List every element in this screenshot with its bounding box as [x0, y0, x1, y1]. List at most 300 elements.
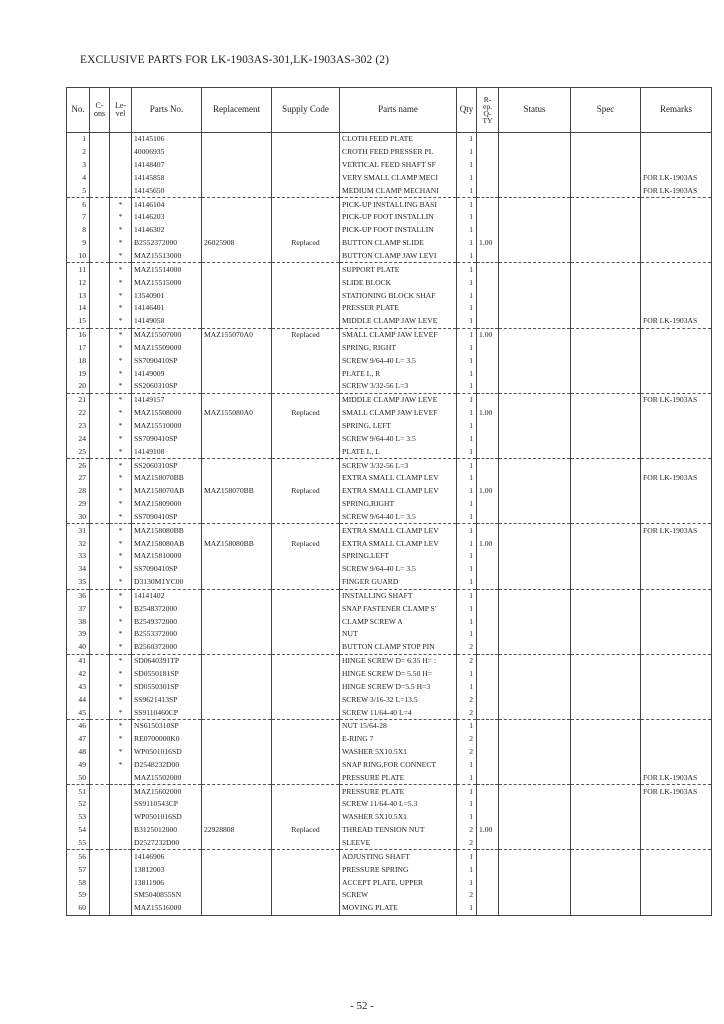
cell-rep-qty [477, 289, 499, 302]
cell-spec [571, 276, 641, 289]
table-row [67, 498, 712, 511]
cell-qty: 1 [457, 289, 477, 302]
cell-parts-no: SS7090410SP [132, 432, 202, 445]
cell-replacement [202, 733, 272, 746]
cell-rep-qty [477, 550, 499, 563]
cell-level: * [110, 693, 132, 706]
cell-rep-qty [477, 445, 499, 458]
cell-parts-name: SUPPORT PLATE [340, 263, 457, 276]
cell-supply-code [272, 706, 340, 719]
cell-no: 22 [67, 407, 90, 420]
cell-supply-code [272, 668, 340, 681]
cell-cons [90, 876, 110, 889]
cell-supply-code [272, 693, 340, 706]
cell-no: 13 [67, 289, 90, 302]
cell-spec [571, 837, 641, 850]
cell-spec [571, 172, 641, 185]
cell-parts-no: RE0700000K0 [132, 733, 202, 746]
cell-parts-name: BUTTON CLAMP STOP PIN [340, 641, 457, 654]
cell-cons [90, 811, 110, 824]
parts-table-body [67, 133, 712, 916]
cell-parts-name: NUT [340, 628, 457, 641]
cell-qty: 1 [457, 628, 477, 641]
cell-parts-no: MAZ15515000 [132, 276, 202, 289]
cell-qty: 1 [457, 472, 477, 485]
table-row [67, 641, 712, 654]
cell-status [499, 733, 571, 746]
cell-qty: 2 [457, 693, 477, 706]
cell-parts-name: ACCEPT PLATE, UPPER [340, 876, 457, 889]
table-row [67, 315, 712, 328]
table-row [67, 237, 712, 250]
cell-level: * [110, 537, 132, 550]
cell-status [499, 628, 571, 641]
cell-cons [90, 824, 110, 837]
cell-supply-code [272, 276, 340, 289]
cell-parts-name: SPRING, LEFT [340, 420, 457, 433]
table-row [67, 733, 712, 746]
cell-cons [90, 276, 110, 289]
cell-no: 45 [67, 706, 90, 719]
cell-remarks [641, 850, 712, 863]
table-row [67, 342, 712, 355]
cell-remarks [641, 602, 712, 615]
cell-no: 11 [67, 263, 90, 276]
cell-remarks [641, 811, 712, 824]
cell-level: * [110, 550, 132, 563]
cell-status [499, 693, 571, 706]
cell-level [110, 798, 132, 811]
cell-parts-name: CLAMP SCREW A [340, 615, 457, 628]
cell-replacement: 26025908 [202, 237, 272, 250]
cell-remarks [641, 563, 712, 576]
table-row [67, 289, 712, 302]
cell-supply-code [272, 811, 340, 824]
header-level: Le- vel [110, 88, 132, 133]
cell-cons [90, 902, 110, 915]
cell-supply-code: Replaced [272, 237, 340, 250]
cell-status [499, 863, 571, 876]
cell-replacement [202, 654, 272, 667]
cell-spec [571, 785, 641, 798]
cell-remarks [641, 159, 712, 172]
cell-no: 26 [67, 459, 90, 472]
cell-replacement [202, 263, 272, 276]
cell-supply-code [272, 367, 340, 380]
cell-supply-code [272, 680, 340, 693]
cell-status [499, 811, 571, 824]
cell-no: 21 [67, 393, 90, 406]
table-row [67, 602, 712, 615]
cell-level: * [110, 472, 132, 485]
cell-replacement [202, 354, 272, 367]
cell-cons [90, 459, 110, 472]
table-row [67, 863, 712, 876]
cell-no: 30 [67, 510, 90, 523]
table-row [67, 459, 712, 472]
cell-replacement [202, 159, 272, 172]
cell-parts-no: 14145858 [132, 172, 202, 185]
cell-cons [90, 771, 110, 784]
table-row [67, 133, 712, 146]
cell-replacement: MAZ158080BB [202, 537, 272, 550]
cell-remarks [641, 706, 712, 719]
cell-level: * [110, 706, 132, 719]
cell-no: 5 [67, 184, 90, 197]
cell-cons [90, 432, 110, 445]
cell-cons [90, 576, 110, 589]
cell-parts-name: PICK-UP FOOT INSTALLIN [340, 211, 457, 224]
cell-parts-no: MAZ15507000 [132, 328, 202, 341]
cell-rep-qty [477, 211, 499, 224]
cell-level [110, 876, 132, 889]
parts-table [66, 87, 712, 916]
cell-replacement [202, 680, 272, 693]
cell-level: * [110, 680, 132, 693]
table-row [67, 224, 712, 237]
cell-level: * [110, 563, 132, 576]
cell-status [499, 759, 571, 772]
cell-no: 50 [67, 771, 90, 784]
cell-remarks [641, 668, 712, 681]
cell-status [499, 615, 571, 628]
cell-no: 56 [67, 850, 90, 863]
cell-remarks [641, 628, 712, 641]
cell-level: * [110, 420, 132, 433]
cell-remarks [641, 445, 712, 458]
cell-remarks [641, 654, 712, 667]
table-row [67, 628, 712, 641]
table-row [67, 432, 712, 445]
table-row [67, 824, 712, 837]
cell-replacement [202, 850, 272, 863]
cell-level: * [110, 380, 132, 393]
cell-supply-code [272, 889, 340, 902]
cell-rep-qty [477, 719, 499, 732]
cell-spec [571, 733, 641, 746]
cell-remarks [641, 133, 712, 146]
cell-level: * [110, 407, 132, 420]
cell-parts-name: SPRING,RIGHT [340, 498, 457, 511]
cell-parts-no: 14146203 [132, 211, 202, 224]
cell-qty: 1 [457, 315, 477, 328]
cell-spec [571, 445, 641, 458]
cell-supply-code [272, 393, 340, 406]
cell-spec [571, 510, 641, 523]
table-row [67, 771, 712, 784]
cell-no: 7 [67, 211, 90, 224]
cell-spec [571, 889, 641, 902]
cell-spec [571, 628, 641, 641]
cell-spec [571, 380, 641, 393]
cell-level [110, 771, 132, 784]
cell-supply-code [272, 159, 340, 172]
cell-replacement [202, 459, 272, 472]
cell-status [499, 289, 571, 302]
cell-status [499, 172, 571, 185]
table-row [67, 367, 712, 380]
cell-no: 8 [67, 224, 90, 237]
cell-status [499, 902, 571, 915]
cell-supply-code [272, 342, 340, 355]
cell-remarks: FOR LK-1903AS [641, 393, 712, 406]
cell-status [499, 354, 571, 367]
cell-cons [90, 563, 110, 576]
cell-supply-code [272, 432, 340, 445]
cell-parts-no: SS2060310SP [132, 459, 202, 472]
table-row [67, 902, 712, 915]
cell-remarks [641, 485, 712, 498]
cell-replacement [202, 641, 272, 654]
cell-rep-qty [477, 863, 499, 876]
cell-remarks [641, 876, 712, 889]
cell-replacement [202, 837, 272, 850]
cell-replacement [202, 589, 272, 602]
cell-supply-code [272, 498, 340, 511]
cell-rep-qty [477, 342, 499, 355]
cell-no: 53 [67, 811, 90, 824]
cell-qty: 2 [457, 824, 477, 837]
cell-status [499, 771, 571, 784]
cell-spec [571, 811, 641, 824]
cell-parts-name: SCREW 9/64-40 L= 3.5 [340, 510, 457, 523]
cell-no: 25 [67, 445, 90, 458]
cell-spec [571, 641, 641, 654]
cell-no: 14 [67, 302, 90, 315]
cell-qty: 1 [457, 276, 477, 289]
cell-parts-no: SD0550301SP [132, 680, 202, 693]
cell-rep-qty [477, 159, 499, 172]
cell-rep-qty [477, 184, 499, 197]
cell-parts-name: ADJUSTING SHAFT [340, 850, 457, 863]
cell-qty: 1 [457, 798, 477, 811]
cell-status [499, 824, 571, 837]
cell-spec [571, 524, 641, 537]
cell-qty: 1 [457, 563, 477, 576]
cell-spec [571, 315, 641, 328]
cell-remarks [641, 342, 712, 355]
cell-qty: 2 [457, 889, 477, 902]
cell-supply-code [272, 354, 340, 367]
cell-parts-no: 14145650 [132, 184, 202, 197]
cell-rep-qty [477, 393, 499, 406]
cell-parts-no: MAZ15810000 [132, 550, 202, 563]
cell-qty: 1 [457, 237, 477, 250]
cell-remarks [641, 276, 712, 289]
table-row [67, 198, 712, 211]
table-row [67, 354, 712, 367]
cell-parts-name: PRESSURE PLATE [340, 785, 457, 798]
cell-status [499, 146, 571, 159]
cell-parts-no: NS6150310SP [132, 719, 202, 732]
header-remarks: Remarks [641, 88, 712, 133]
cell-remarks: FOR LK-1903AS [641, 785, 712, 798]
cell-rep-qty: 1.00 [477, 407, 499, 420]
cell-no: 33 [67, 550, 90, 563]
cell-remarks: FOR LK-1903AS [641, 524, 712, 537]
cell-parts-no: WP0501016SD [132, 746, 202, 759]
cell-level: * [110, 315, 132, 328]
cell-remarks [641, 289, 712, 302]
cell-rep-qty [477, 889, 499, 902]
cell-rep-qty [477, 876, 499, 889]
cell-no: 32 [67, 537, 90, 550]
table-row [67, 420, 712, 433]
cell-replacement [202, 602, 272, 615]
cell-remarks [641, 198, 712, 211]
cell-level: * [110, 224, 132, 237]
cell-replacement [202, 876, 272, 889]
cell-cons [90, 798, 110, 811]
cell-remarks [641, 432, 712, 445]
cell-level: * [110, 510, 132, 523]
cell-level: * [110, 485, 132, 498]
cell-cons [90, 198, 110, 211]
cell-supply-code [272, 445, 340, 458]
cell-parts-name: SCREW 3/16-32 L=13.5 [340, 693, 457, 706]
cell-remarks [641, 302, 712, 315]
cell-spec [571, 459, 641, 472]
cell-replacement [202, 133, 272, 146]
cell-qty: 1 [457, 719, 477, 732]
cell-replacement [202, 380, 272, 393]
cell-supply-code [272, 250, 340, 263]
cell-no: 59 [67, 889, 90, 902]
cell-replacement [202, 393, 272, 406]
cell-status [499, 668, 571, 681]
cell-status [499, 263, 571, 276]
cell-rep-qty [477, 680, 499, 693]
cell-level: * [110, 733, 132, 746]
cell-parts-no: B3125012000 [132, 824, 202, 837]
cell-remarks [641, 719, 712, 732]
cell-replacement [202, 719, 272, 732]
cell-level [110, 811, 132, 824]
cell-status [499, 184, 571, 197]
cell-qty: 1 [457, 198, 477, 211]
cell-no: 46 [67, 719, 90, 732]
cell-supply-code [272, 746, 340, 759]
cell-level [110, 863, 132, 876]
cell-parts-no: SM5040855SN [132, 889, 202, 902]
cell-cons [90, 211, 110, 224]
cell-parts-name: VERTICAL FEED SHAFT SF [340, 159, 457, 172]
cell-parts-no: SS9621413SP [132, 693, 202, 706]
cell-qty: 1 [457, 485, 477, 498]
table-row [67, 876, 712, 889]
cell-no: 2 [67, 146, 90, 159]
cell-parts-no: B2552372000 [132, 237, 202, 250]
cell-parts-no: MAZ15510000 [132, 420, 202, 433]
cell-replacement [202, 276, 272, 289]
header-spec: Spec [571, 88, 641, 133]
cell-cons [90, 537, 110, 550]
cell-cons [90, 719, 110, 732]
header-status: Status [499, 88, 571, 133]
cell-level: * [110, 498, 132, 511]
cell-remarks [641, 746, 712, 759]
cell-parts-no: 14145106 [132, 133, 202, 146]
cell-supply-code: Replaced [272, 824, 340, 837]
cell-cons [90, 445, 110, 458]
cell-spec [571, 367, 641, 380]
cell-qty: 1 [457, 224, 477, 237]
cell-parts-name: CROTH FEED PRESSER PL [340, 146, 457, 159]
cell-parts-no: SD0640391TP [132, 654, 202, 667]
cell-rep-qty [477, 432, 499, 445]
cell-qty: 1 [457, 354, 477, 367]
cell-remarks [641, 824, 712, 837]
cell-remarks [641, 459, 712, 472]
cell-replacement [202, 902, 272, 915]
cell-parts-name: SPRING,LEFT [340, 550, 457, 563]
cell-spec [571, 354, 641, 367]
header-no: No. [67, 88, 90, 133]
cell-cons [90, 693, 110, 706]
cell-remarks: FOR LK-1903AS [641, 184, 712, 197]
cell-parts-name: EXTRA SMALL CLAMP LEV [340, 537, 457, 550]
cell-parts-no: MAZ15509000 [132, 342, 202, 355]
cell-spec [571, 302, 641, 315]
cell-level [110, 837, 132, 850]
cell-spec [571, 576, 641, 589]
cell-spec [571, 798, 641, 811]
cell-no: 4 [67, 172, 90, 185]
table-header-row [67, 88, 712, 133]
cell-cons [90, 237, 110, 250]
cell-replacement [202, 510, 272, 523]
cell-spec [571, 693, 641, 706]
header-parts-name: Parts name [340, 88, 457, 133]
cell-status [499, 276, 571, 289]
cell-no: 47 [67, 733, 90, 746]
cell-status [499, 224, 571, 237]
cell-status [499, 237, 571, 250]
cell-parts-name: EXTRA SMALL CLAMP LEV [340, 485, 457, 498]
cell-remarks [641, 537, 712, 550]
cell-parts-name: BUTTON CLAMP SLIDE [340, 237, 457, 250]
cell-parts-name: THREAD TENSION NUT [340, 824, 457, 837]
cell-replacement [202, 550, 272, 563]
cell-status [499, 563, 571, 576]
cell-level: * [110, 759, 132, 772]
cell-no: 58 [67, 876, 90, 889]
cell-supply-code [272, 641, 340, 654]
cell-status [499, 380, 571, 393]
cell-supply-code [272, 133, 340, 146]
table-row [67, 785, 712, 798]
cell-replacement [202, 289, 272, 302]
cell-no: 17 [67, 342, 90, 355]
cell-cons [90, 837, 110, 850]
cell-replacement [202, 146, 272, 159]
cell-status [499, 602, 571, 615]
cell-replacement [202, 576, 272, 589]
cell-no: 60 [67, 902, 90, 915]
cell-level: * [110, 641, 132, 654]
cell-supply-code [272, 628, 340, 641]
cell-rep-qty [477, 811, 499, 824]
cell-no: 52 [67, 798, 90, 811]
cell-spec [571, 615, 641, 628]
cell-cons [90, 367, 110, 380]
cell-rep-qty [477, 263, 499, 276]
cell-status [499, 198, 571, 211]
cell-spec [571, 863, 641, 876]
cell-qty: 1 [457, 342, 477, 355]
cell-replacement [202, 367, 272, 380]
cell-rep-qty [477, 354, 499, 367]
